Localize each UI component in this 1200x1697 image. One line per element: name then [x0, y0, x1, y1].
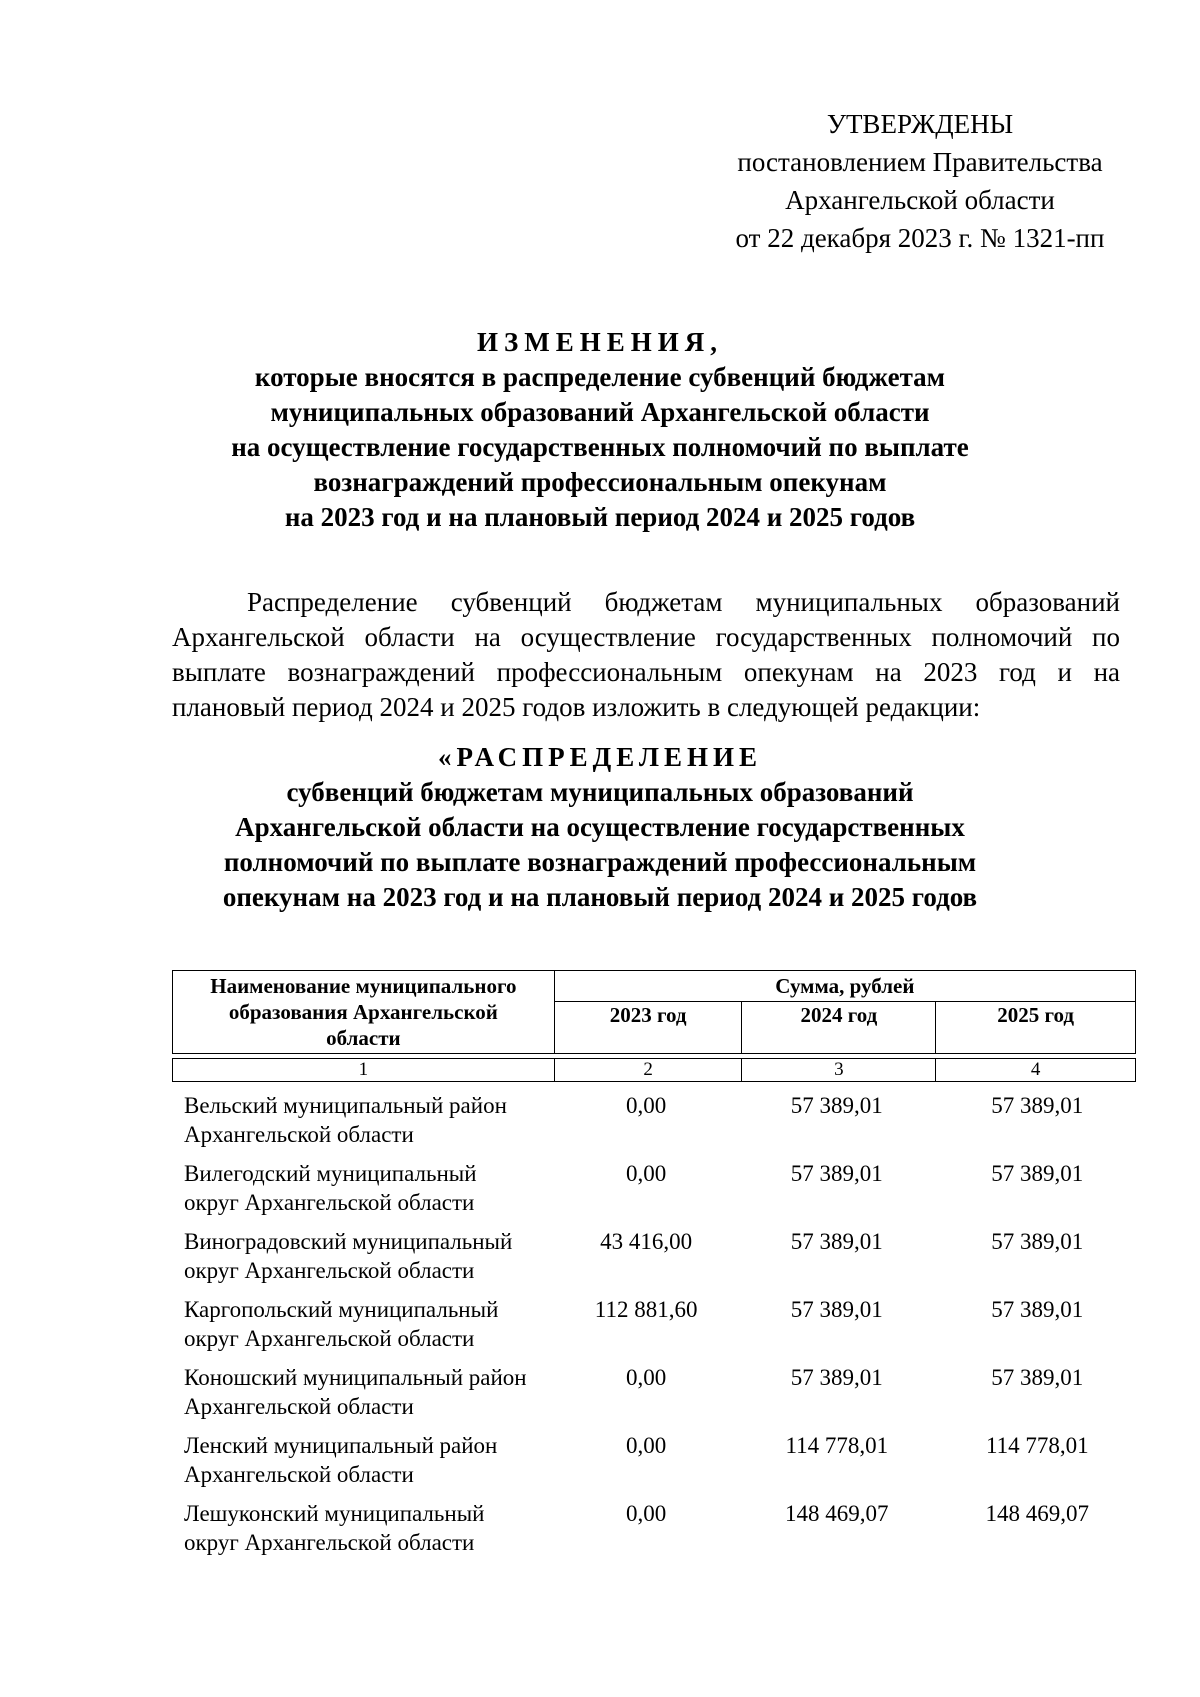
value-2024: 57 389,01	[790, 1365, 883, 1390]
row-name	[172, 1431, 549, 1499]
header-2024: 2024 год	[742, 1002, 936, 1054]
row-name-line-1: Лешуконский муниципальный	[184, 1501, 485, 1526]
row-name	[172, 1227, 549, 1295]
row-name-line-1: Каргопольский муниципальный	[184, 1297, 499, 1322]
value-2025: 57 389,01	[991, 1093, 1084, 1118]
row-name	[172, 1295, 549, 1363]
approval-line-2: постановлением Правительства	[737, 147, 1103, 177]
row-name-line-1: Коношский муниципальный район	[184, 1365, 527, 1390]
row-name-line-2: округ Архангельской области	[184, 1530, 475, 1555]
row-name-line-2: округ Архангельской области	[184, 1326, 475, 1351]
col-number-4: 4	[936, 1059, 1136, 1082]
row-name-line-1: Ленский муниципальный район	[184, 1433, 498, 1458]
table-row	[172, 1363, 1136, 1431]
value-2024: 148 469,07	[785, 1501, 889, 1526]
title-line-5: на 2023 год и на плановый период 2024 и 2025 годов	[284, 502, 916, 532]
value-2023: 0,00	[626, 1093, 667, 1118]
col-number-3: 3	[742, 1059, 936, 1082]
table-header	[172, 970, 1136, 1082]
row-name-line-1: Виноградовский муниципальный	[184, 1229, 513, 1254]
header-2025: 2025 год	[936, 1002, 1136, 1054]
table-body	[172, 1091, 1136, 1567]
distribution-line-4: опекунам на 2023 год и на плановый период 2024 и 2025 годов	[222, 882, 978, 912]
row-name-line-1: Вельский муниципальный район	[184, 1093, 507, 1118]
col-number-1: 1	[173, 1059, 555, 1082]
table-row	[172, 1159, 1136, 1227]
distribution-line-3: полномочий по выплате вознаграждений профессиональным	[223, 847, 977, 877]
col-number-2: 2	[554, 1059, 742, 1082]
distribution-line-2: Архангельской области на осуществление государственных	[235, 812, 965, 842]
value-2023: 0,00	[626, 1433, 667, 1458]
approval-line-3: Архангельской области	[785, 185, 1055, 215]
value-2024: 114 778,01	[785, 1433, 889, 1458]
value-2025: 114 778,01	[985, 1433, 1089, 1458]
header-2023: 2023 год	[554, 1002, 742, 1054]
row-name-line-1: Вилегодский муниципальный	[184, 1161, 477, 1186]
value-2023: 43 416,00	[600, 1229, 693, 1254]
approval-line-4: от 22 декабря 2023 г. № 1321-пп	[735, 223, 1105, 253]
value-2024: 57 389,01	[790, 1093, 883, 1118]
title-line-4: вознаграждений профессиональным опекунам	[313, 467, 887, 497]
table-row	[172, 1431, 1136, 1499]
row-name-line-2: округ Архангельской области	[184, 1258, 475, 1283]
title-line-2: муниципальных образований Архангельской области	[270, 397, 930, 427]
value-2024: 57 389,01	[790, 1297, 883, 1322]
value-2023: 0,00	[626, 1365, 667, 1390]
value-2024: 57 389,01	[790, 1229, 883, 1254]
approval-line-1: УТВЕРЖДЕНЫ	[826, 109, 1014, 139]
title-line-3: на осуществление государственных полномочий по выплате	[231, 432, 969, 462]
row-name-line-2: Архангельской области	[184, 1462, 414, 1487]
title-line-1: которые вносятся в распределение субвенций бюджетам	[254, 362, 946, 392]
value-2025: 57 389,01	[991, 1161, 1084, 1186]
row-name	[172, 1159, 549, 1227]
value-2023: 0,00	[626, 1161, 667, 1186]
header-sum: Сумма, рублей	[554, 971, 1135, 1002]
value-2023: 112 881,60	[594, 1297, 698, 1322]
value-2025: 57 389,01	[991, 1297, 1084, 1322]
value-2024: 57 389,01	[790, 1161, 883, 1186]
value-2025: 57 389,01	[991, 1365, 1084, 1390]
row-name	[172, 1363, 549, 1431]
distribution-heading: «РАСПРЕДЕЛЕНИЕ	[437, 742, 763, 772]
value-2023: 0,00	[626, 1501, 667, 1526]
intro-paragraph-block	[172, 585, 1120, 725]
title-heading: ИЗМЕНЕНИЯ,	[476, 327, 723, 357]
document-title	[80, 325, 1120, 535]
row-name	[172, 1091, 549, 1159]
header-name-column: Наименование муниципального образования Архангельской области	[173, 971, 555, 1054]
distribution-title	[80, 740, 1120, 915]
row-name-line-2: Архангельской области	[184, 1122, 414, 1147]
table-row	[172, 1091, 1136, 1159]
value-2025: 148 469,07	[985, 1501, 1090, 1526]
value-2025: 57 389,01	[991, 1229, 1084, 1254]
row-name-line-2: Архангельской области	[184, 1394, 414, 1419]
table-row	[172, 1499, 1136, 1567]
approval-block	[700, 105, 1140, 257]
intro-paragraph: Распределение субвенций бюджетам муниципальных образований Архангельской области на осуществление государственных полномочий по выплате вознаграждений профессиональным опекунам на 2023 год и на плановый период 2024 и 2025 годов изложить в следующей редакции:	[172, 587, 1120, 722]
table-row	[172, 1295, 1136, 1363]
row-name	[172, 1499, 549, 1567]
row-name-line-2: округ Архангельской области	[184, 1190, 475, 1215]
table-row	[172, 1227, 1136, 1295]
distribution-line-1: субвенций бюджетам муниципальных образований	[286, 777, 914, 807]
